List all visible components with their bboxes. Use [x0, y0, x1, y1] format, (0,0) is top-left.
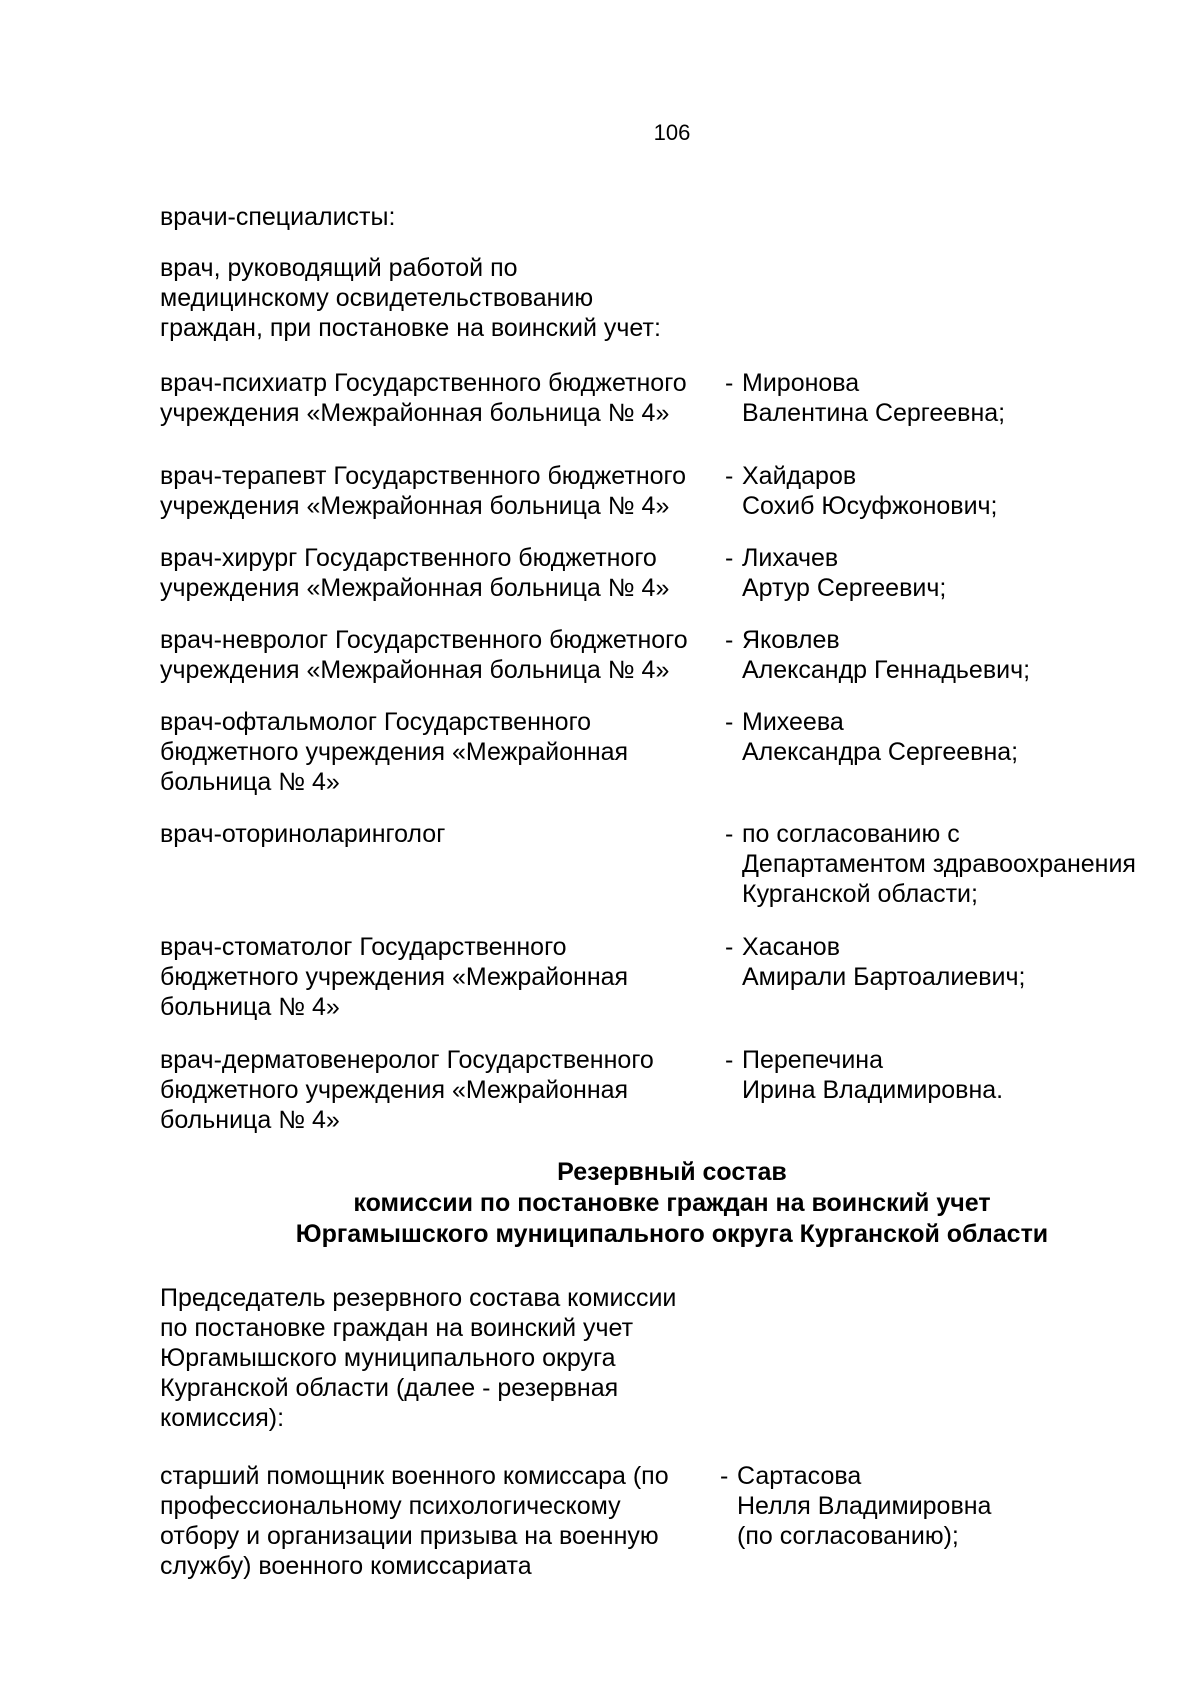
chair-line: комиссия): — [160, 1404, 285, 1432]
member-name: Сохиб Юсуфжонович; — [742, 492, 998, 520]
member-name: Сартасова — [737, 1462, 862, 1490]
member-position: службу) военного комиссариата — [160, 1552, 532, 1580]
member-name: Лихачев — [742, 544, 839, 572]
member-position: врач-хирург Государственного бюджетного — [160, 544, 657, 572]
member-name: Яковлев — [742, 626, 840, 654]
member-position: учреждения «Межрайонная больница № 4» — [160, 399, 670, 427]
member-dash: - — [725, 1046, 734, 1074]
member-name: (по согласованию); — [737, 1522, 959, 1550]
member-position: бюджетного учреждения «Межрайонная — [160, 738, 629, 766]
member-position: бюджетного учреждения «Межрайонная — [160, 1076, 629, 1104]
member-name: Амирали Бартоалиевич; — [742, 963, 1026, 991]
member-position: бюджетного учреждения «Межрайонная — [160, 963, 629, 991]
member-name: Хасанов — [742, 933, 840, 961]
member-position: больница № 4» — [160, 993, 340, 1021]
member-name: Михеева — [742, 708, 844, 736]
member-position: профессиональному психологическому — [160, 1492, 621, 1520]
member-dash: - — [725, 462, 734, 490]
intro-heading: врачи-специалисты: — [160, 203, 396, 231]
reserve-title-line: Резервный состав — [557, 1158, 787, 1186]
intro-lead-line: граждан, при постановке на воинский учет: — [160, 314, 661, 342]
member-position: врач-психиатр Государственного бюджетного — [160, 369, 687, 397]
member-name: Курганской области; — [742, 880, 978, 908]
member-position: врач-дерматовенеролог Государственного — [160, 1046, 654, 1074]
member-name: Нелля Владимировна — [737, 1492, 992, 1520]
member-name: Департаментом здравоохранения — [742, 850, 1136, 878]
member-position: врач-терапевт Государственного бюджетного — [160, 462, 687, 490]
member-dash: - — [725, 544, 734, 572]
member-position: отбору и организации призыва на военную — [160, 1522, 659, 1550]
member-position: врач-невролог Государственного бюджетного — [160, 626, 688, 654]
member-dash: - — [725, 369, 734, 397]
member-dash: - — [720, 1462, 729, 1490]
member-name: Александра Сергеевна; — [742, 738, 1019, 766]
member-dash: - — [725, 933, 734, 961]
member-name: Валентина Сергеевна; — [742, 399, 1006, 427]
member-position: учреждения «Межрайонная больница № 4» — [160, 492, 670, 520]
member-position: учреждения «Межрайонная больница № 4» — [160, 656, 670, 684]
member-position: врач-стоматолог Государственного — [160, 933, 567, 961]
member-position: учреждения «Межрайонная больница № 4» — [160, 574, 670, 602]
intro-lead-line: медицинскому освидетельствованию — [160, 284, 594, 312]
member-dash: - — [725, 626, 734, 654]
reserve-title-line: Юргамышского муниципального округа Курганской области — [295, 1220, 1049, 1248]
member-name: Миронова — [742, 369, 860, 397]
member-position: больница № 4» — [160, 1106, 340, 1134]
member-position: врач-офтальмолог Государственного — [160, 708, 592, 736]
member-position: врач-оториноларинголог — [160, 820, 446, 848]
member-position: старший помощник военного комиссара (по — [160, 1462, 669, 1490]
member-name: Ирина Владимировна. — [742, 1076, 1004, 1104]
member-name: Александр Геннадьевич; — [742, 656, 1031, 684]
intro-lead-line: врач, руководящий работой по — [160, 254, 518, 282]
member-dash: - — [725, 820, 734, 848]
member-position: больница № 4» — [160, 768, 340, 796]
reserve-title-line: комиссии по постановке граждан на воинский учет — [353, 1189, 991, 1217]
chair-line: по постановке граждан на воинский учет — [160, 1314, 634, 1342]
chair-line: Курганской области (далее - резервная — [160, 1374, 619, 1402]
chair-line: Председатель резервного состава комиссии — [160, 1284, 677, 1312]
member-name: Перепечина — [742, 1046, 883, 1074]
chair-line: Юргамышского муниципального округа — [160, 1344, 616, 1372]
member-dash: - — [725, 708, 734, 736]
page-number: 106 — [653, 120, 691, 145]
member-name: по согласованию с — [742, 820, 960, 848]
member-name: Хайдаров — [742, 462, 857, 490]
member-name: Артур Сергеевич; — [742, 574, 947, 602]
